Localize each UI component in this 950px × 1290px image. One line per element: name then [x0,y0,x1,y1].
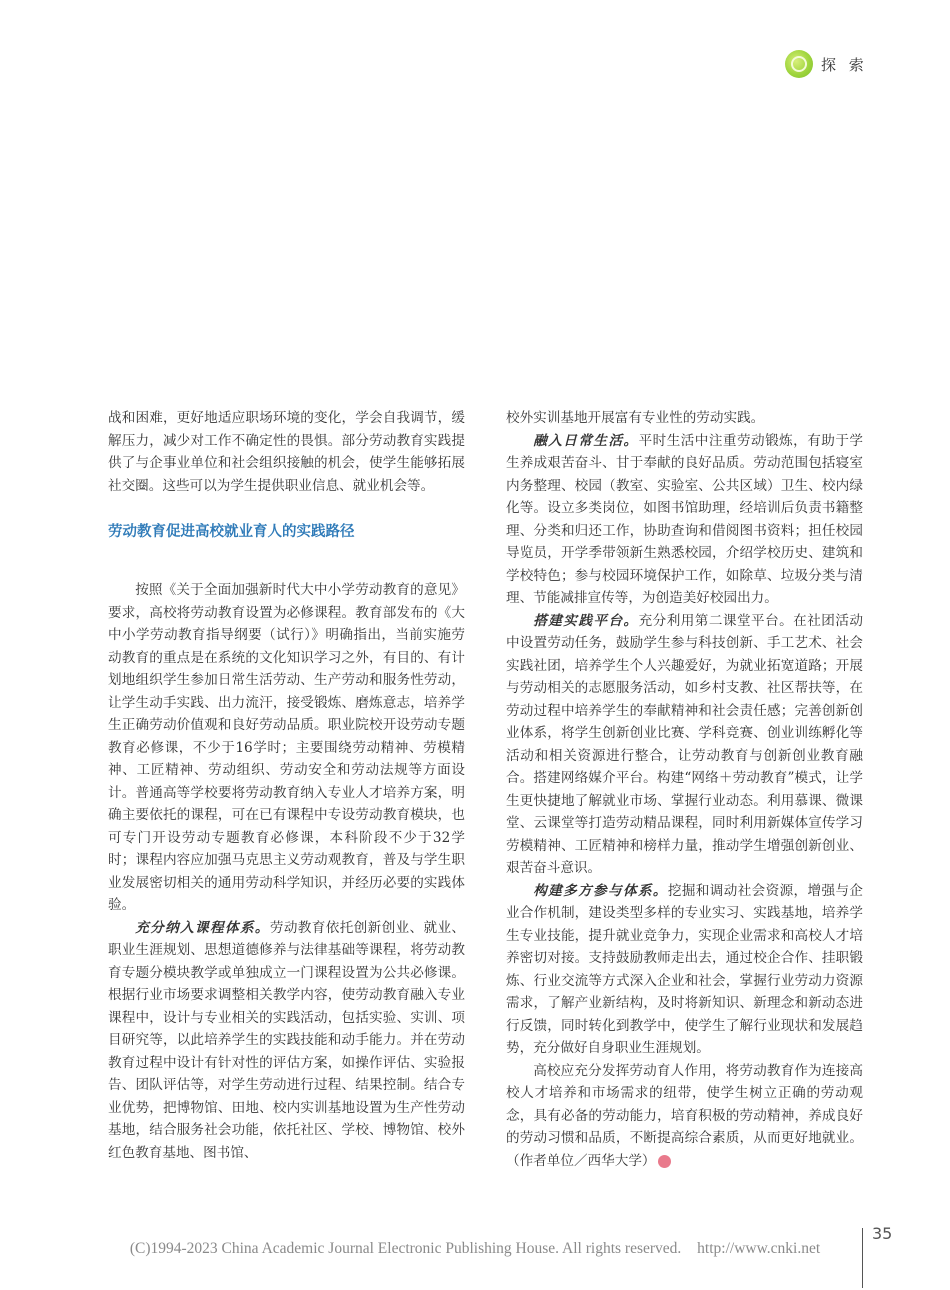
section-circle-icon [785,50,813,78]
paragraph-body: 高校应充分发挥劳动育人作用，将劳动教育作为连接高校人才培养和市场需求的纽带，使学生树立正确的劳动观念，具有必备的劳动能力，培育积极的劳动精神，养成良好的劳动习惯和品质，不断提高综合素质，从而更好地就业。（作者单位／西华大学） [506,1062,863,1169]
end-mark-icon [658,1155,671,1168]
paragraph [108,917,465,1165]
section-label: 探 索 [821,55,868,74]
section-tag [785,50,868,78]
paragraph [506,430,863,610]
paragraph: 校外实训基地开展富有专业性的劳动实践。 [506,410,765,426]
left-column [108,407,465,1164]
copyright-footer [0,1240,950,1258]
paragraph-body: 平时生活中注重劳动锻炼，有助于学生养成艰苦奋斗、甘于奉献的良好品质。劳动范围包括寝室内务整理、校园（教室、实验室、公共区域）卫生、校内绿化等。设立多类岗位，如图书馆助理，经培训后负责书籍整理、分类和归还工作，协助查询和借阅图书资料；担任校园导览员，开学季带领新生熟悉校园，介绍学校历史、建筑和学校特色；参与校园环境保护工作，如除草、垃圾分类与清理、节能减排宣传等，为创造美好校园出力。 [506,432,864,606]
run-in-heading: 融入日常生活。 [533,432,639,449]
page-number-rule [862,1228,863,1288]
section-heading: 劳动教育促进高校就业育人的实践路径 [108,524,355,540]
paragraph [506,1060,863,1173]
paragraph-body: 充分利用第二课堂平台。在社团活动中设置劳动任务，鼓励学生参与科技创新、手工艺术、社会实践社团，培养学生个人兴趣爱好，为就业拓宽道路；开展与劳动相关的志愿服务活动，如乡村支教、社区帮扶等，在劳动过程中培养学生的奉献精神和社会责任感；完善创新创业体系，将学生创新创业比赛、学科竞赛、创业训练孵化等活动和相关资源进行整合，让劳动教育与创新创业教育融合。搭建网络媒介平台。构建“网络＋劳动教育”模式，让学生更快捷地了解就业市场、掌握行业动态。利用慕课、微课堂、云课堂等打造劳动精品课程，同时利用新媒体宣传学习劳模精神、工匠精神和榜样力量，推动学生增强创新创业、艰苦奋斗意识。 [506,612,864,876]
run-in-heading: 搭建实践平台。 [533,612,639,629]
paragraph: 战和困难，更好地适应职场环境的变化，学会自我调节，缓解压力，减少对工作不确定性的畏惧。部分劳动教育实践提供了与企事业单位和社会组织接触的机会，使学生能够拓展社交圈。这些可以为学生提供职业信息、就业机会等。 [108,410,465,494]
paragraph-body: 挖掘和调动社会资源，增强与企业合作机制，建设类型多样的专业实习、实践基地，培养学生专业技能，提升就业竞争力，实现企业需求和高校人才培养密切对接。支持鼓励教师走出去，通过校企合作、挂职锻炼、行业交流等方式深入企业和社会，掌握行业劳动力资源需求，了解产业新结构，及时将新知识、新理念和新动态进行反馈，同时转化到教学中，使学生了解行业现状和发展趋势，充分做好自身职业生涯规划。 [506,882,864,1056]
paragraph [506,610,863,880]
paragraph [506,880,863,1060]
page-number: 35 [872,1224,893,1243]
run-in-heading: 充分纳入课程体系。 [135,919,270,936]
paragraph: 按照《关于全面加强新时代大中小学劳动教育的意见》要求，高校将劳动教育设置为必修课程。教育部发布的《大中小学劳动教育指导纲要（试行）》明确指出，当前实施劳动教育的重点是在系统的文化知识学习之外，有目的、有计划地组织学生参加日常生活劳动、生产劳动和服务性劳动，让学生动手实践、出力流汗，接受锻炼、磨炼意志，培养学生正确劳动价值观和良好劳动品质。职业院校开设劳动专题教育必修课，不少于16学时；主要围绕劳动精神、劳模精神、工匠精神、劳动组织、劳动安全和劳动法规等方面设计。普通高等学校要将劳动教育纳入专业人才培养方案，明确主要依托的课程，可在已有课程中专设劳动教育模块，也可专门开设劳动专题教育必修课，本科阶段不少于32学时；课程内容应加强马克思主义劳动观教育，普及与学生职业发展密切相关的通用劳动科学知识，并经历必要的实践体验。 [108,582,465,913]
copyright-text: (C)1994-2023 China Academic Journal Electronic Publishing House. All rights reserved. [129,1240,682,1257]
run-in-heading: 构建多方参与体系。 [533,882,668,899]
right-column [506,407,863,1172]
paragraph-body: 劳动教育依托创新创业、就业、职业生涯规划、思想道德修养与法律基础等课程，将劳动教育专题分模块教学或单独成立一门课程设置为公共必修课。根据行业市场要求调整相关教学内容，使劳动教育融入专业课程中，设计与专业相关的实践活动，包括实验、实训、项目研究等，以此培养学生的实践技能和动手能力。并在劳动教育过程中设计有针对性的评估方案，如操作评估、实验报告、团队评估等，对学生劳动进行过程、结果控制。结合专业优势，把博物馆、田地、校内实训基地设置为生产性劳动基地，结合服务社会功能，依托社区、学校、博物馆、校外红色教育基地、图书馆、 [108,919,466,1161]
footer-url[interactable]: http://www.cnki.net [697,1240,821,1257]
